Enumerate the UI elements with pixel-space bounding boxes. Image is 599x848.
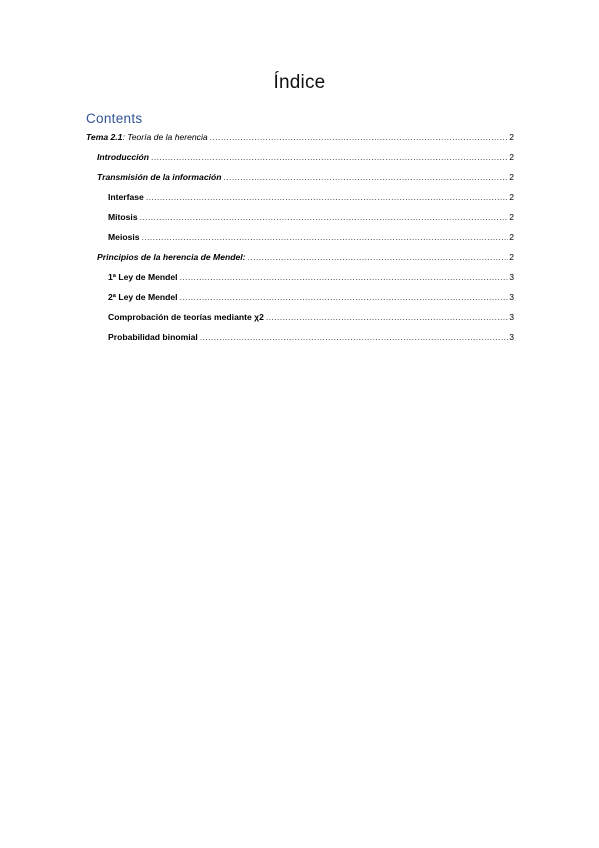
toc-entry-comprobacion-chi2[interactable] — [86, 312, 514, 332]
toc-leader-dots — [140, 212, 509, 222]
page-title: Índice — [273, 72, 326, 93]
toc-leader-dots — [146, 192, 508, 202]
toc-page-number: 2 — [509, 132, 514, 142]
toc-entry-label: Meiosis — [108, 232, 140, 242]
toc-entry-label: Mitosis — [108, 212, 138, 222]
toc-entry-introduccion[interactable] — [86, 152, 514, 172]
toc-entry-tema-2-1[interactable] — [86, 132, 514, 152]
toc-entry-label: Principios de la herencia de Mendel: — [97, 252, 246, 262]
toc-entry-label: 2ª Ley de Mendel — [108, 292, 178, 302]
toc-page-number: 2 — [509, 252, 514, 262]
toc-page-number: 3 — [509, 292, 514, 302]
toc-leader-dots — [180, 292, 509, 302]
toc-page-number: 2 — [509, 192, 514, 202]
toc-entry-label: Interfase — [108, 192, 144, 202]
toc-page-number: 3 — [509, 312, 514, 322]
toc-page-number: 3 — [509, 272, 514, 282]
toc-leader-dots — [210, 132, 509, 142]
toc-entry-mitosis[interactable] — [86, 212, 514, 232]
toc-entry-segunda-ley[interactable] — [86, 292, 514, 312]
toc-entry-interfase[interactable] — [86, 192, 514, 212]
toc-leader-dots — [180, 272, 509, 282]
toc-leader-dots — [151, 152, 508, 162]
toc-entry-meiosis[interactable] — [86, 232, 514, 252]
toc-entry-primera-ley[interactable] — [86, 272, 514, 292]
toc-page-number: 3 — [509, 332, 514, 342]
toc-entry-label: 1ª Ley de Mendel — [108, 272, 178, 282]
toc-page-number: 2 — [509, 212, 514, 222]
toc-entry-label — [86, 132, 208, 142]
toc-leader-dots — [223, 172, 508, 182]
toc-heading: Contents — [86, 111, 143, 126]
toc-entry-label: Introducción — [97, 152, 150, 162]
toc-leader-dots — [200, 332, 508, 342]
toc-entry-transmision[interactable] — [86, 172, 514, 192]
toc-page-number: 2 — [509, 152, 514, 162]
toc-entry-label-part: Tema 2.1 — [86, 132, 123, 142]
toc-leader-dots — [266, 312, 508, 322]
toc-leader-dots — [248, 252, 509, 262]
toc-page-number: 2 — [509, 172, 514, 182]
toc-entry-label: Comprobación de teorías mediante χ2 — [108, 312, 264, 322]
toc-entry-label: Transmisión de la información — [97, 172, 222, 182]
toc-entry-label-part: : Teoría de la herencia — [122, 132, 208, 142]
toc-leader-dots — [142, 232, 509, 242]
toc-entry-principios-mendel[interactable] — [86, 252, 514, 272]
toc-page-number: 2 — [509, 232, 514, 242]
toc-entry-probabilidad-binomial[interactable] — [86, 332, 514, 352]
toc-entry-label: Probabilidad binomial — [108, 332, 198, 342]
table-of-contents — [86, 132, 514, 352]
